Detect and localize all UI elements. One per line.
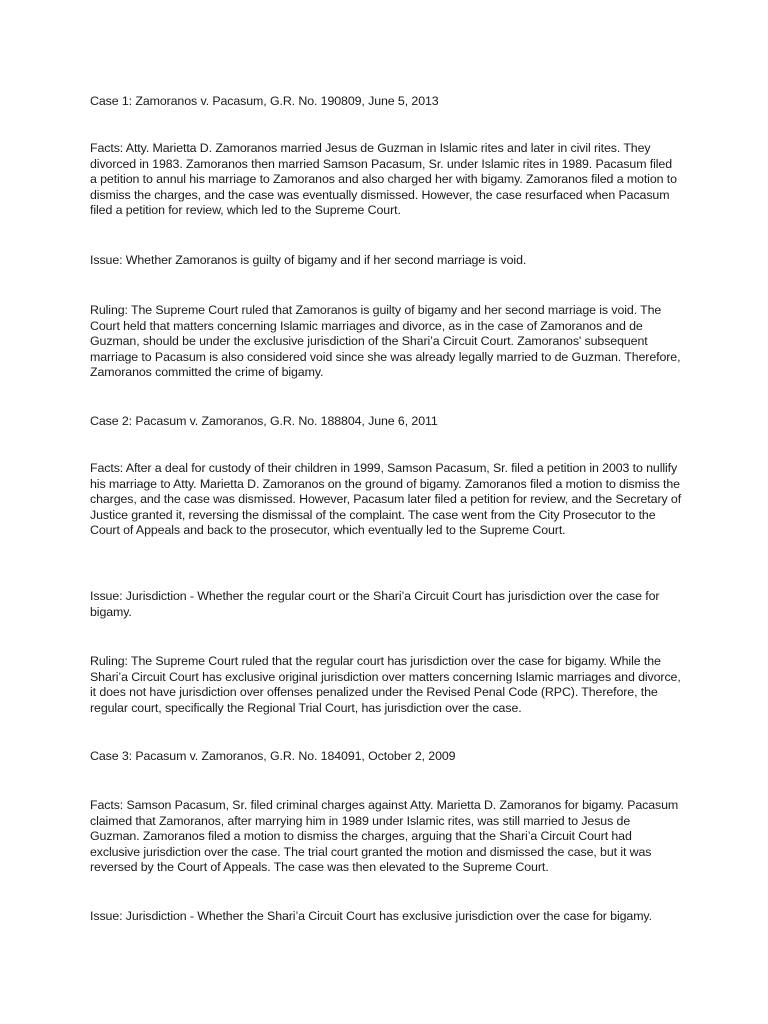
case-3-issue: Issue: Jurisdiction - Whether the Shari’a Circuit Court has exclusive jurisdiction over the case for bigamy. — [90, 909, 652, 923]
case-3-facts: Facts: Samson Pacasum, Sr. filed criminal charges against Atty. Marietta D. Zamoranos for bigamy. Pacasum claimed that Zamoranos, after marrying him in 1989 under Islamic rites, was still married to Jesus de Guzman. Zamoranos filed a motion to dismiss the charges, arguing that the Shari’a Circuit Court had exclusive jurisdiction over the case. The trial court granted the motion and dismissed the case, but it was reversed by the Court of Appeals. The case was then elevated to the Supreme Court. — [90, 798, 679, 875]
case-1-heading: Case 1: Zamoranos v. Pacasum, G.R. No. 190809, June 5, 2013 — [90, 94, 439, 108]
case-1-issue: Issue: Whether Zamoranos is guilty of bigamy and if her second marriage is void. — [90, 253, 527, 267]
case-2-issue: Issue: Jurisdiction - Whether the regular court or the Shari’a Circuit Court has jurisdiction over the case for bigamy. — [90, 589, 660, 619]
case-2-ruling: Ruling: The Supreme Court ruled that the regular court has jurisdiction over the case for bigamy. While the Shari’a Circuit Court has exclusive original jurisdiction over matters concerning Islamic marriages and divorce, it does not have jurisdiction over offenses penalized under the Revised Penal Code (RPC). Therefore, the regular court, specifically the Regional Trial Court, has jurisdiction over the case. — [90, 654, 681, 715]
case-2-facts: Facts: After a deal for custody of their children in 1999, Samson Pacasum, Sr. filed a petition in 2003 to nullify his marriage to Atty. Marietta D. Zamoranos on the ground of bigamy. Zamoranos filed a motion to dismiss the charges, and the case was dismissed. However, Pacasum later filed a petition for review, and the Secretary of Justice granted it, reversing the dismissal of the complaint. The case went from the City Prosecutor to the Court of Appeals and back to the prosecutor, which eventually led to the Supreme Court. — [90, 461, 682, 538]
case-2-heading: Case 2: Pacasum v. Zamoranos, G.R. No. 188804, June 6, 2011 — [90, 414, 438, 428]
case-3-heading: Case 3: Pacasum v. Zamoranos, G.R. No. 184091, October 2, 2009 — [90, 749, 456, 763]
case-1-facts: Facts: Atty. Marietta D. Zamoranos married Jesus de Guzman in Islamic rites and later in civil rites. They divorced in 1983. Zamoranos then married Samson Pacasum, Sr. under Islamic rites in 1989. Pacasum filed a petition to annul his marriage to Zamoranos and also charged her with bigamy. Zamoranos filed a motion to dismiss the charges, and the case was eventually dismissed. However, the case resurfaced when Pacasum filed a petition for review, which led to the Supreme Court. — [90, 141, 677, 218]
case-1-ruling: Ruling: The Supreme Court ruled that Zamoranos is guilty of bigamy and her second marriage is void. The Court held that matters concerning Islamic marriages and divorce, as in the case of Zamoranos and de Guzman, should be under the exclusive jurisdiction of the Shari’a Circuit Court. Zamoranos' subsequent marriage to Pacasum is also considered void since she was already legally married to de Guzman. Therefore, Zamoranos committed the crime of bigamy. — [90, 303, 681, 380]
